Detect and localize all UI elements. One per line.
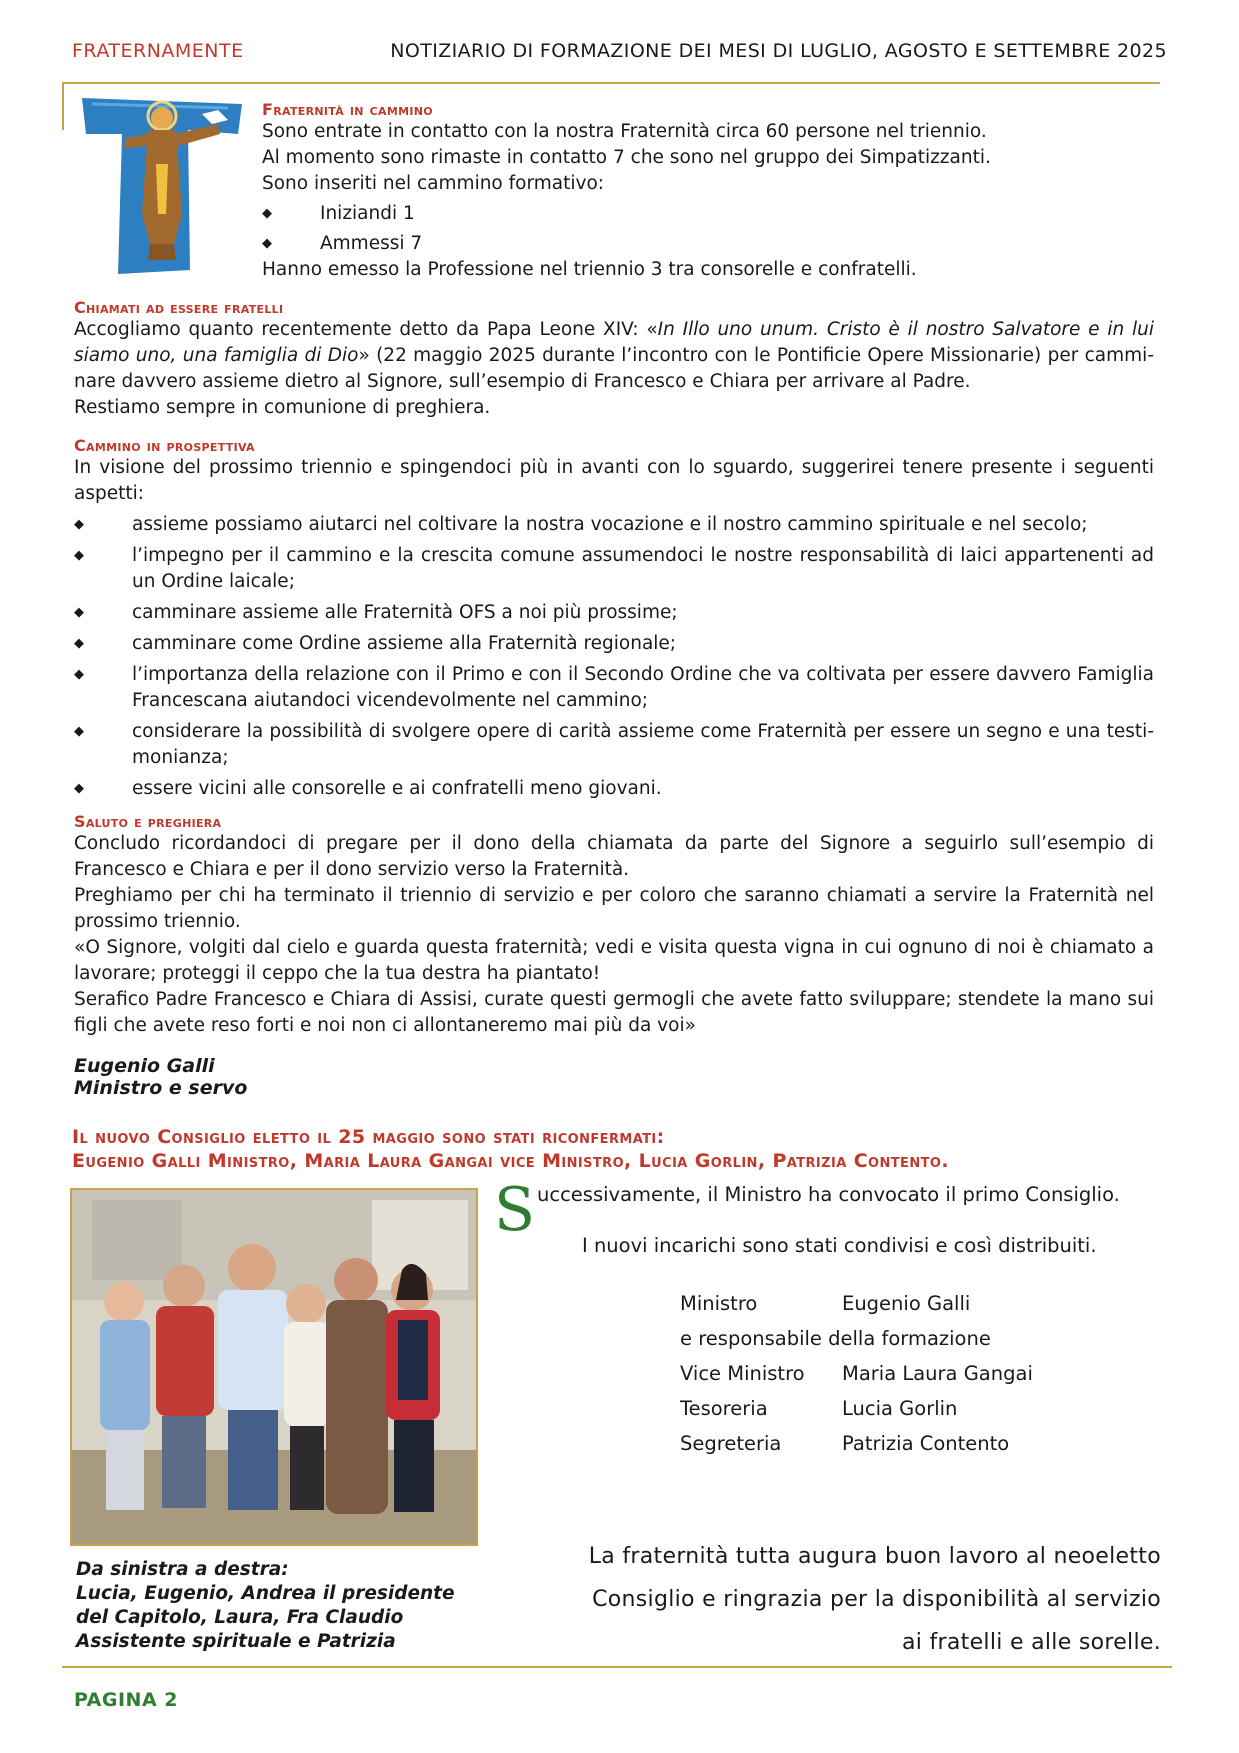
- papal-quote: In Illo uno unum. Cristo è il nostro Salvatore e in lui siamo uno, una famiglia di Dio: [74, 319, 1154, 366]
- diamond-bullet-icon: ◆: [262, 236, 272, 251]
- paragraph: Restiamo sempre in comunione di preghiera.: [74, 397, 491, 418]
- list-item: ◆ camminare assieme alle Fraternità OFS a noi più prossime;: [74, 600, 1154, 626]
- paragraph: Concludo ricordandoci di pregare per il dono della chiamata da parte del Signore a seguirlo sull’esempio di Francesco e Chiara e per il dono servizio verso la Fraternità.: [74, 833, 1154, 880]
- roles-list: [680, 1286, 1033, 1461]
- signature-name: Eugenio Galli: [74, 1055, 215, 1077]
- newsletter-name: FRATERNAMENTE: [72, 40, 244, 62]
- diamond-bullet-icon: ◆: [262, 206, 272, 221]
- newsletter-issue: NOTIZIARIO DI FORMAZIONE DEI MESI DI LUGLIO, AGOSTO E SETTEMBRE 2025: [390, 40, 1167, 62]
- prayer-paragraph: Serafico Padre Francesco e Chiara di Assisi, curate questi germogli che avete fatto sviluppare; stendete la mano sui figli che avete reso forti e noi non ci allontaneremo mai più da voi»: [74, 989, 1154, 1036]
- paragraph: Al momento sono rimaste in contatto 7 che sono nel gruppo dei Simpatizzanti.: [262, 147, 991, 168]
- section-title: Fraternità in cammino: [262, 100, 433, 119]
- diamond-bullet-icon: ◆: [74, 724, 84, 739]
- section-fraternita-in-cammino: [262, 100, 1142, 283]
- signature-role: Ministro e servo: [74, 1077, 248, 1099]
- section-cammino-in-prospettiva: [74, 436, 1154, 802]
- signature: [74, 1055, 1154, 1099]
- list-item: ◆ Ammessi 7: [262, 231, 1142, 257]
- drop-cap: S: [494, 1175, 536, 1245]
- list-item: ◆ l’importanza della relazione con il Primo e con il Secondo Ordine che va coltivata per essere davvero Famiglia Francescana aiutandoci vicendevolmente nel cammino;: [74, 664, 1154, 711]
- section-chiamati-ad-essere-fratelli: [74, 298, 1154, 421]
- diamond-bullet-icon: ◆: [74, 781, 84, 796]
- prayer-paragraph: «O Signore, volgiti dal cielo e guarda questa fraternità; vedi e visita questa vigna in cui ognuno di noi è chiamato a lavorare; proteggi il ceppo che la tua destra ha piantato!: [74, 937, 1154, 984]
- photo-caption: Da sinistra a destra: Lucia, Eugenio, Andrea il presidente del Capitolo, Laura, Fra Claudio Assistente spirituale e Patrizia: [76, 1559, 455, 1652]
- paragraph: Sono entrate in contatto con la nostra Fraternità circa 60 persone nel triennio.: [262, 121, 987, 142]
- paragraph: Sono inseriti nel cammino formativo:: [262, 173, 604, 194]
- list-item: ◆ assieme possiamo aiutarci nel coltivare la nostra vocazione e il nostro cammino spirituale e nel secolo;: [74, 512, 1154, 538]
- council-group-photo: [70, 1188, 478, 1546]
- role-row: Vice Ministro Maria Laura Gangai: [680, 1362, 1033, 1385]
- list-item: ◆ l’impegno per il cammino e la crescita comune assumendoci le nostre responsabilità di laici appartenenti ad un Ordine laicale;: [74, 545, 1154, 592]
- list-item: ◆ camminare come Ordine assieme alla Fraternità regionale;: [74, 631, 1154, 657]
- paragraph: Preghiamo per chi ha terminato il triennio di servizio e per coloro che saranno chiamati a servire la Fraternità nel prossimo triennio.: [74, 885, 1154, 932]
- council-heading: Il nuovo Consiglio eletto il 25 maggio sono stati riconfermati: Eugenio Galli Ministro, Maria Laura Gangai vice Ministro, Lucia Gorlin, Patrizia Contento.: [72, 1126, 949, 1172]
- section-title: Saluto e preghiera: [74, 812, 222, 831]
- council-intro: I nuovi incarichi sono stati condivisi e così distribuiti.: [582, 1234, 1097, 1257]
- header-vertical-rule: [62, 82, 64, 130]
- role-row: Tesoreria Lucia Gorlin: [680, 1397, 958, 1420]
- diamond-bullet-icon: ◆: [74, 667, 84, 682]
- page-number: PAGINA 2: [74, 1689, 178, 1711]
- paragraph: In visione del prossimo triennio e spingendoci più in avanti con lo sguardo, suggerirei tenere presente i seguenti aspetti:: [74, 457, 1154, 504]
- diamond-bullet-icon: ◆: [74, 548, 84, 563]
- paragraph: Hanno emesso la Professione nel triennio 3 tra consorelle e confratelli.: [262, 259, 917, 280]
- footer-rule: [62, 1666, 1172, 1668]
- section-title: Cammino in prospettiva: [74, 436, 255, 455]
- role-row: Segreteria Patrizia Contento: [680, 1432, 1010, 1455]
- closing-wish: La fraternità tutta augura buon lavoro al neoeletto Consiglio e ringrazia per la disponibilità al servizio ai fratelli e alle sorelle.: [588, 1544, 1161, 1655]
- council-intro: uccessivamente, il Ministro ha convocato il primo Consiglio.: [537, 1183, 1120, 1206]
- role-row: Ministro Eugenio Galli: [680, 1292, 971, 1315]
- diamond-bullet-icon: ◆: [74, 605, 84, 620]
- list-item: ◆ Iniziandi 1: [262, 201, 1142, 227]
- list-item: ◆ essere vicini alle consorelle e ai confratelli meno giovani.: [74, 776, 1154, 802]
- group-photo-illustration: [72, 1190, 476, 1544]
- section-title: Chiamati ad essere fratelli: [74, 298, 284, 317]
- list-item: ◆ considerare la possibilità di svolgere opere di carità assieme come Fraternità per essere un segno e una testi-monianza;: [74, 721, 1154, 768]
- header-rule: [62, 82, 1160, 84]
- diamond-bullet-icon: ◆: [74, 517, 84, 532]
- paragraph: Accogliamo quanto recentemente detto da Papa Leone XIV: «In Illo uno unum. Cristo è il nostro Salvatore e in lui siamo uno, una famiglia di Dio» (22 maggio 2025 durante l’incontro con le Pontificie Opere Missionarie) per cammi-nare davvero assieme dietro al Signore, sull’esempio di Francesco e Chiara per arrivare al Padre.: [74, 319, 1154, 392]
- section-saluto-e-preghiera: [74, 812, 1154, 1099]
- role-row: e responsabile della formazione: [680, 1327, 991, 1350]
- tau-saint-francis-icon: [78, 94, 246, 276]
- diamond-bullet-icon: ◆: [74, 636, 84, 651]
